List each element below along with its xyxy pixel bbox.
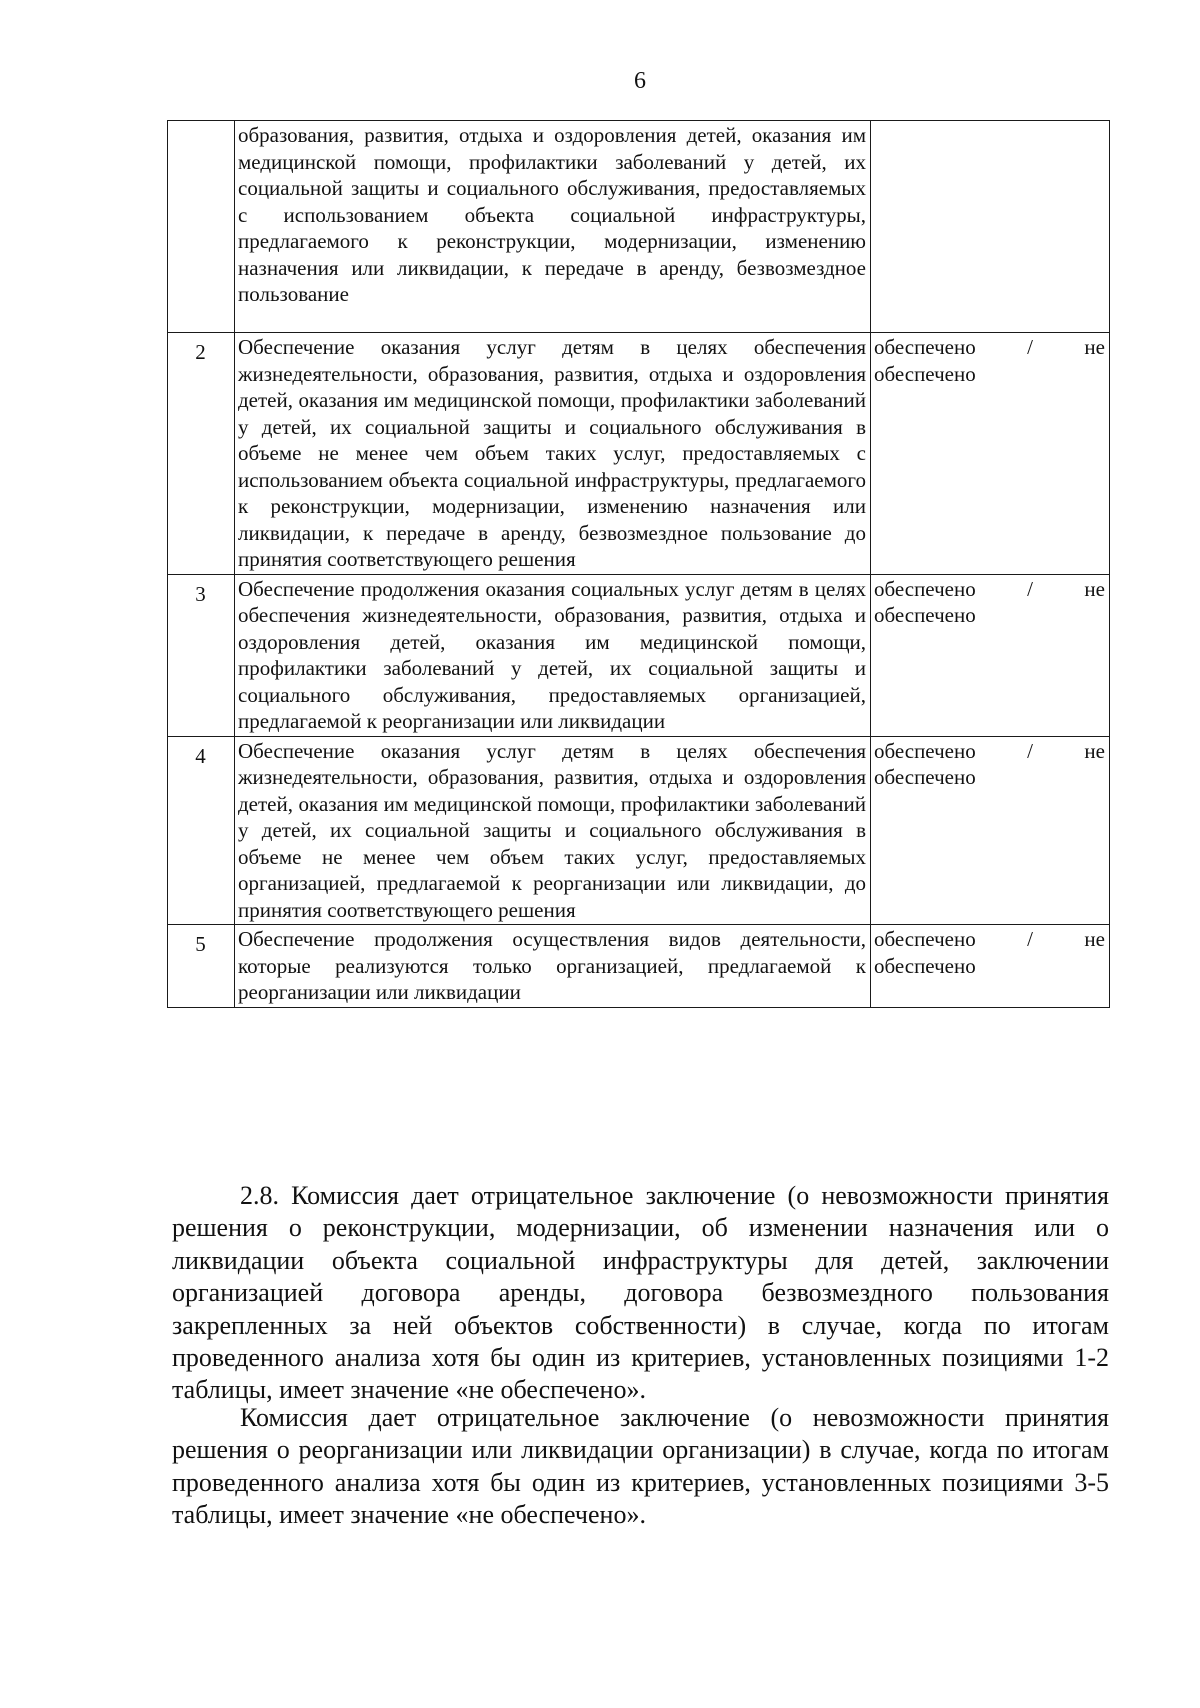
- row-number: 4: [168, 736, 235, 925]
- table-row: [168, 574, 1110, 736]
- status-cell: [871, 736, 1110, 925]
- status-separator: /: [1027, 335, 1033, 359]
- status-option-not-provided: обеспечено: [874, 603, 976, 627]
- status-option-not: не: [1084, 927, 1105, 951]
- criterion-text: Обеспечение продолжения оказания социальных услуг детям в целях обеспечения жизнедеятельности, образования, развития, отдыха и оздоровления детей, оказания им медицинской помощи, профилактики заболеваний у детей, их социальной защиты и социального обслуживания, предоставляемых организацией, предлагаемой к реорганизации или ликвидации: [235, 574, 871, 736]
- status-separator: /: [1027, 738, 1033, 763]
- status-separator: /: [1027, 927, 1033, 951]
- criterion-text: Обеспечение продолжения осуществления видов деятельности, которые реализуются только организацией, предлагаемой к реорганизации или ликвидации: [235, 925, 871, 1008]
- status-option-provided: обеспечено: [874, 335, 976, 359]
- row-number: [168, 121, 235, 333]
- status-cell: [871, 121, 1110, 333]
- criterion-text: Обеспечение оказания услуг детям в целях обеспечения жизнедеятельности, образования, развития, отдыха и оздоровления детей, оказания им медицинской помощи, профилактики заболеваний у детей, их социальной защиты и социального обслуживания в объеме не менее чем объем таких услуг, предоставляемых организацией, предлагаемой к реорганизации или ликвидации, до принятия соответствующего решения: [235, 736, 871, 925]
- row-number: 3: [168, 574, 235, 736]
- status-option-not-provided: обеспечено: [874, 361, 976, 386]
- status-option-provided: обеспечено: [874, 576, 976, 601]
- status-option-provided: обеспечено: [874, 738, 976, 763]
- status-option-not: не: [1084, 576, 1105, 601]
- status-cell: [871, 574, 1110, 736]
- criteria-table: [167, 120, 1110, 1008]
- page-number: 6: [634, 68, 646, 94]
- paragraph-2-8: 2.8. Комиссия дает отрицательное заключение (о невозможности принятия решения о реконструкции, модернизации, об изменении назначения или о ликвидации объекта социальной инфраструктуры для детей, заключении организацией договора аренды, договора безвозмездного пользования закрепленных за ней объектов собственности) в случае, когда по итогам проведенного анализа хотя бы один из критериев, установленных позициями 1-2 таблицы, имеет значение «не обеспечено».: [172, 1181, 1109, 1405]
- status-cell: [871, 925, 1110, 1008]
- status-option-not: не: [1084, 738, 1105, 763]
- criterion-text: образования, развития, отдыха и оздоровления детей, оказания им медицинской помощи, профилактики заболеваний у детей, их социальной защиты и социального обслуживания, предоставляемых с использованием объекта социальной инфраструктуры, предлагаемого к реконструкции, модернизации, изменению назначения или ликвидации, к передаче в аренду, безвозмездное пользование: [235, 121, 871, 333]
- row-number: 5: [168, 925, 235, 1008]
- table-row: [168, 121, 1110, 333]
- status-option-provided: обеспечено: [874, 927, 976, 951]
- status-option-not-provided: обеспечено: [874, 765, 976, 789]
- status-separator: /: [1027, 576, 1033, 601]
- status-cell: [871, 333, 1110, 575]
- table-row: [168, 333, 1110, 575]
- table-row: [168, 925, 1110, 1008]
- table-row: [168, 736, 1110, 925]
- row-number: 2: [168, 333, 235, 575]
- paragraph-commission-conclusion: Комиссия дает отрицательное заключение (о невозможности принятия решения о реорганизации или ликвидации организации) в случае, когда по итогам проведенного анализа хотя бы один из критериев, установленных позициями 3-5 таблицы, имеет значение «не обеспечено».: [172, 1403, 1109, 1530]
- status-option-not: не: [1084, 335, 1105, 359]
- status-option-not-provided: обеспечено: [874, 953, 976, 978]
- criterion-text: Обеспечение оказания услуг детям в целях обеспечения жизнедеятельности, образования, развития, отдыха и оздоровления детей, оказания им медицинской помощи, профилактики заболеваний у детей, их социальной защиты и социального обслуживания в объеме не менее чем объем таких услуг, предоставляемых с использованием объекта социальной инфраструктуры, предлагаемого к реконструкции, модернизации, изменению назначения или ликвидации, к передаче в аренду, безвозмездное пользование до принятия соответствующего решения: [235, 333, 871, 575]
